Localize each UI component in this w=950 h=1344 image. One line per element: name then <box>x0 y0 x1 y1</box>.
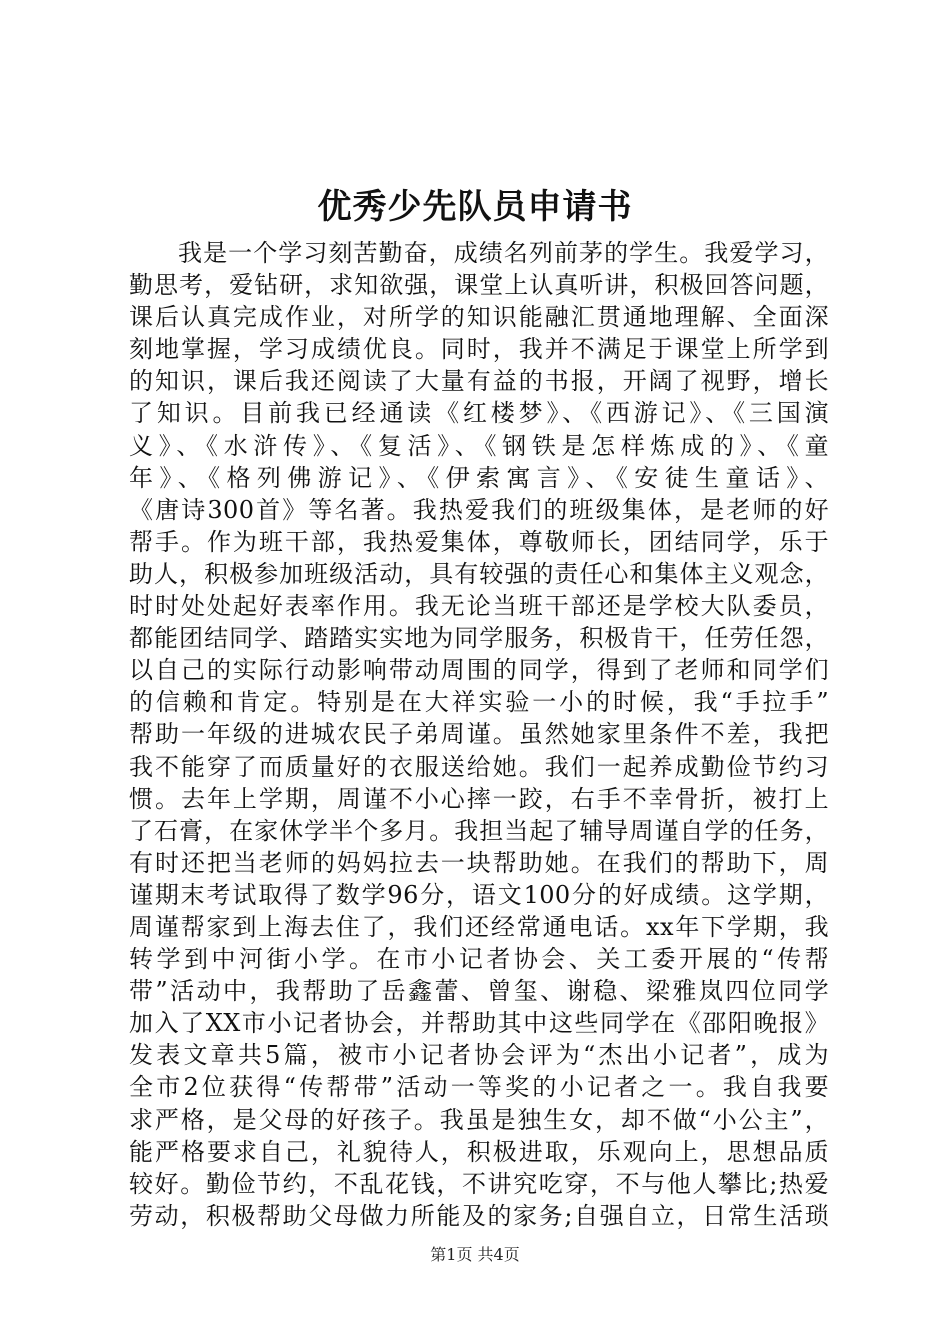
body-line: 较好。勤俭节约，不乱花钱，不讲究吃穿，不与他人攀比;热爱 <box>129 1169 829 1198</box>
body-line: 惯。去年上学期，周谨不小心摔一跤，右手不幸骨折，被打上 <box>129 784 829 813</box>
body-line: 转学到中河街小学。在市小记者协会、关工委开展的“传帮 <box>129 945 829 974</box>
body-line: 课后认真完成作业，对所学的知识能融汇贯通地理解、全面深 <box>129 303 829 332</box>
body-line: 时时处处起好表率作用。我无论当班干部还是学校大队委员， <box>129 592 829 621</box>
body-line: 《唐诗300首》等名著。我热爱我们的班级集体，是老师的好 <box>129 495 829 524</box>
body-line: 帮手。作为班干部，我热爱集体，尊敬师长，团结同学，乐于 <box>129 527 829 556</box>
body-line: 求严格，是父母的好孩子。我虽是独生女，却不做“小公主”， <box>129 1105 829 1134</box>
body-line: 了石膏，在家休学半个多月。我担当起了辅导周谨自学的任务， <box>129 816 829 845</box>
body-line: 年》、《格列佛游记》、《伊索寓言》、《安徒生童话》、 <box>129 463 829 492</box>
document-body <box>129 237 829 1232</box>
body-line: 周谨帮家到上海去住了，我们还经常通电话。xx年下学期，我 <box>129 912 829 941</box>
page-number-footer: 第1页 共4页 <box>430 1245 520 1264</box>
body-line: 带”活动中，我帮助了岳鑫蕾、曾玺、谢稳、梁雅岚四位同学 <box>129 977 829 1006</box>
body-line: 我是一个学习刻苦勤奋，成绩名列前茅的学生。我爱学习， <box>178 239 829 267</box>
body-line: 全市2位获得“传帮带”活动一等奖的小记者之一。我自我要 <box>129 1073 829 1102</box>
body-line: 谨期末考试取得了数学96分，语文100分的好成绩。这学期， <box>129 880 829 909</box>
body-line: 我不能穿了而质量好的衣服送给她。我们一起养成勤俭节约习 <box>129 752 829 781</box>
document-title: 优秀少先队员申请书 <box>317 187 633 227</box>
body-line: 帮助一年级的进城农民子弟周谨。虽然她家里条件不差，我把 <box>129 720 829 749</box>
body-line: 劳动，积极帮助父母做力所能及的家务;自强自立，日常生活琐 <box>129 1201 829 1230</box>
body-line: 勤思考，爱钻研，求知欲强，课堂上认真听讲，积极回答问题， <box>129 271 829 300</box>
body-line: 的知识，课后我还阅读了大量有益的书报，开阔了视野，增长 <box>129 367 829 396</box>
body-line: 能严格要求自己，礼貌待人，积极进取，乐观向上，思想品质 <box>129 1137 829 1166</box>
body-line: 有时还把当老师的妈妈拉去一块帮助她。在我们的帮助下，周 <box>129 848 829 877</box>
body-line: 都能团结同学、踏踏实实地为同学服务，积极肯干，任劳任怨， <box>129 624 829 653</box>
body-line: 助人，积极参加班级活动，具有较强的责任心和集体主义观念， <box>129 559 829 588</box>
body-line: 发表文章共5篇，被市小记者协会评为“杰出小记者”，成为 <box>129 1041 829 1070</box>
body-line: 义》、《水浒传》、《复活》、《钢铁是怎样炼成的》、《童 <box>129 431 829 460</box>
body-line: 的信赖和肯定。特别是在大祥实验一小的时候，我“手拉手” <box>129 688 829 717</box>
body-line: 以自己的实际行动影响带动周围的同学，得到了老师和同学们 <box>129 656 829 685</box>
body-line: 刻地掌握，学习成绩优良。同时，我并不满足于课堂上所学到 <box>129 335 829 364</box>
body-line: 了知识。目前我已经通读《红楼梦》、《西游记》、《三国演 <box>129 399 829 428</box>
body-line: 加入了XX市小记者协会，并帮助其中这些同学在《邵阳晚报》 <box>129 1009 829 1038</box>
